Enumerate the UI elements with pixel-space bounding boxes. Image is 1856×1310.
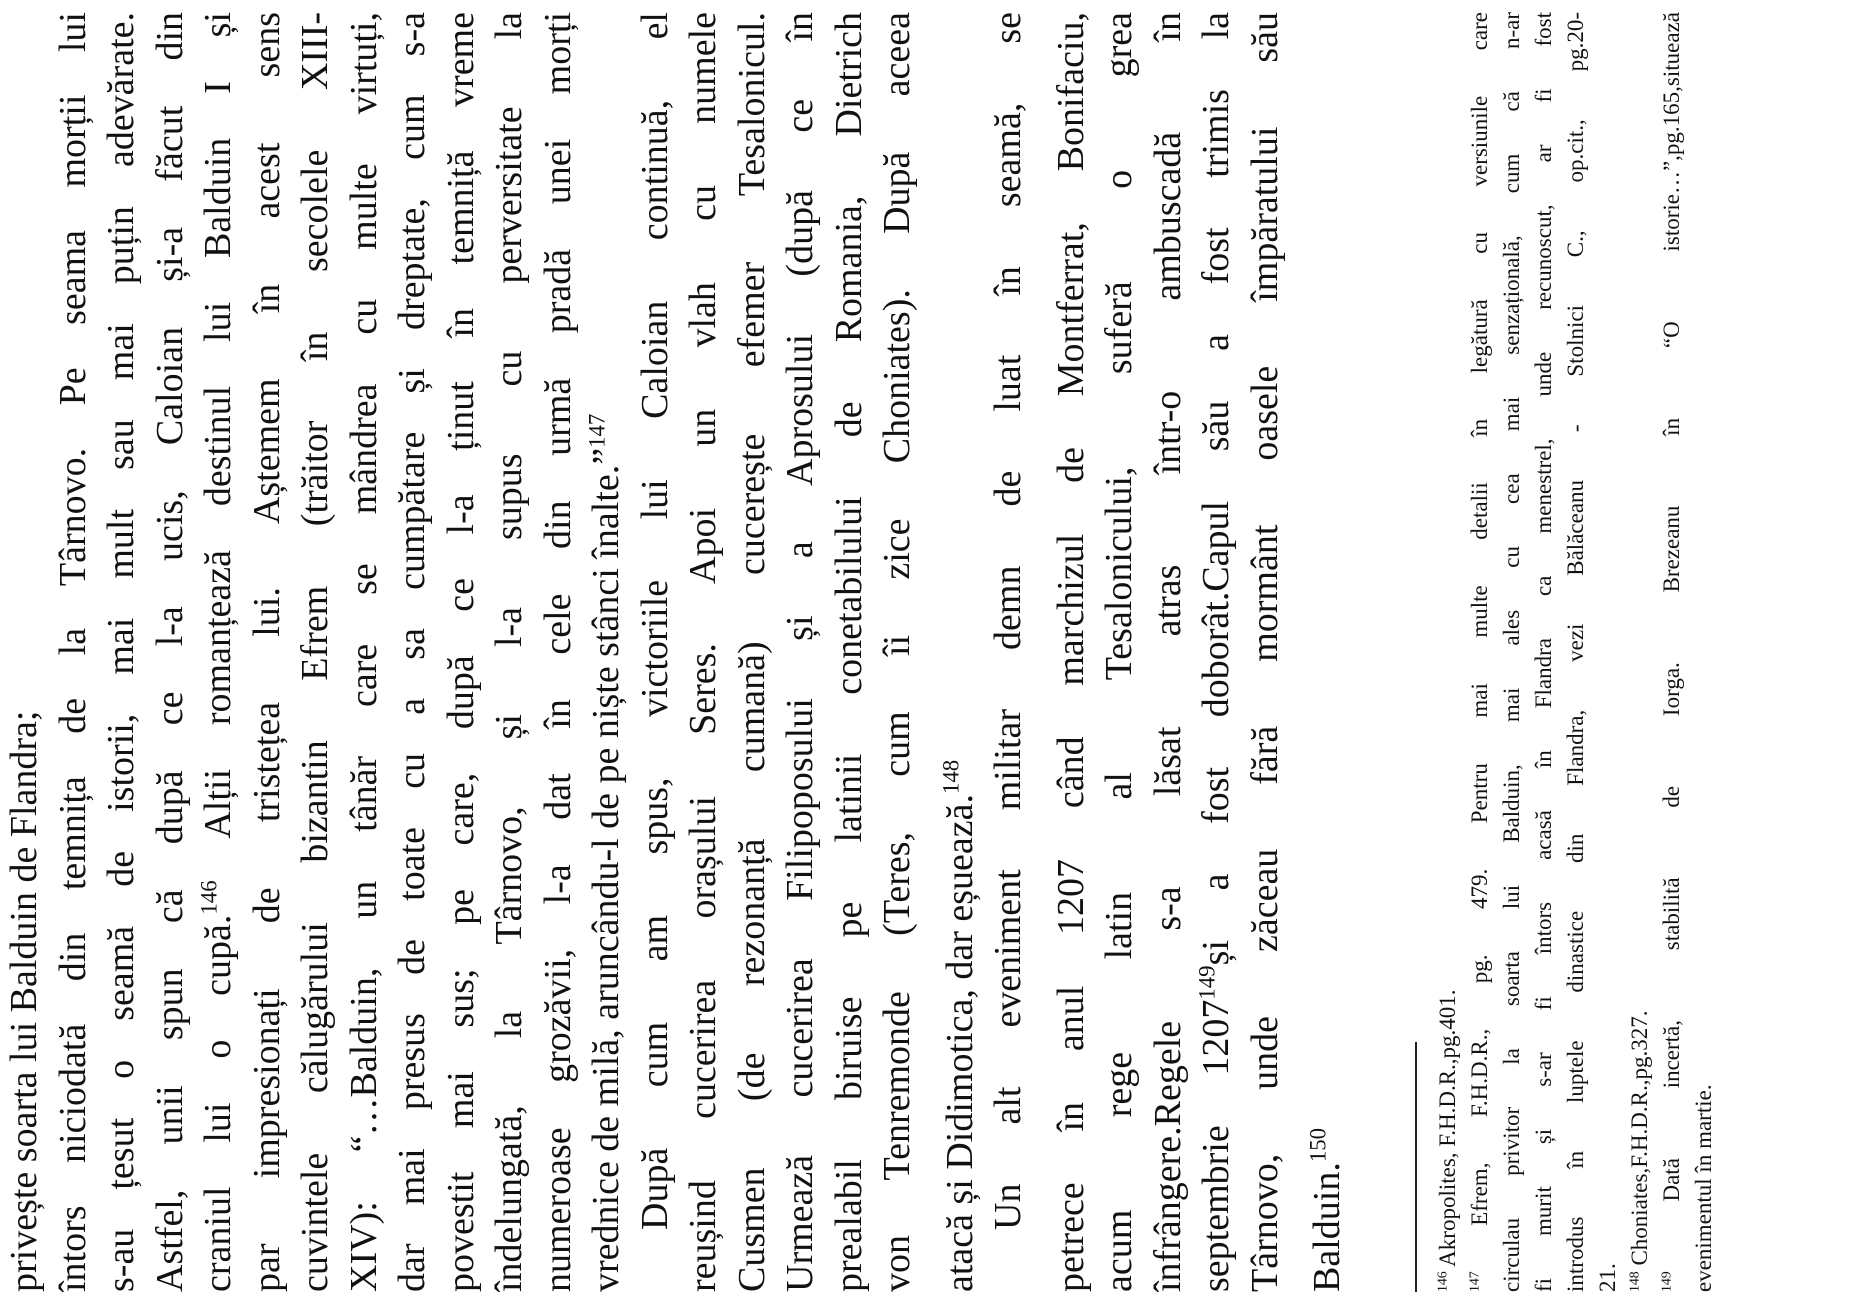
body-line-text: privește soarta lui Balduin de Flandra; [3,710,45,1292]
body-line [146,12,195,1292]
footnote-line [1624,12,1656,1292]
body-line [437,12,486,1292]
body-line-text: povestit mai sus; pe care, după ce l-a ținut în temniță vreme [439,12,482,1292]
footnote-line [1688,12,1720,1292]
footnote-ref: 147 [584,413,610,448]
body-line-text: Urmează cucerirea Filipoposului și a Aprosului (după ce în [779,12,821,1292]
body-line-text: întors niciodată din temnița de la Târnovo. Pe seama morții lui [51,12,94,1292]
footnote-text: 21. [1595,1263,1620,1292]
body-line [534,12,583,1292]
body-line-text-after: și a fost doborât.Capul său a fost trimis la [1195,12,1237,966]
footnote-text: evenimentul în martie. [1691,1084,1716,1292]
body-line-text: Târnovo, unde zăceau fără mormânt oasele împăratului său [1243,12,1286,1292]
footnote-ref: 146 [196,880,222,915]
body-line [936,12,985,1292]
body-line [582,12,631,1292]
footnote-text: introdus în luptele dinastice din Flandra, vezi Bălăceanu - Stolnici C., op.cit., pg.20- [1563,12,1588,1292]
body-line [1144,12,1193,1292]
body-line [1303,12,1352,1292]
body-line [1241,12,1290,1292]
body-line-text: prealabil biruise pe latinii conetabilului de Romania, Dietrich [827,12,870,1292]
body-line [825,12,874,1292]
body-line-text: Balduin. [1306,1162,1348,1292]
footnote-number: 148 [1626,1271,1642,1292]
footnote-ref: 149 [1194,965,1220,1000]
body-line [485,12,534,1292]
body-line-text: numeroase grozăvii, l-a dat în cele din urmă pradă unei morți [536,12,579,1292]
body-line [97,12,146,1292]
footnote-ref: 150 [1305,1127,1331,1163]
body-line-text: craniul lui o cupă. [197,914,239,1292]
body-line-text: Un alt eveniment militar demn de luat în seamă, se [987,12,1029,1230]
body-line [49,12,98,1292]
body-line-text: vrednice de milă, aruncându-l de pe niște stânci înalte.” [585,447,627,1292]
footnote-line [1464,12,1496,1292]
body-line-text: înfrângere.Regele s-a lăsat atras într-o ambuscadă în [1146,12,1189,1292]
body-line-text: par impresionați de tristețea lui. Aștemem în acest sens [245,12,288,1292]
body-line [291,12,340,1292]
footnote-text: Akropolites, F.H.D.R.,pg.401. [1435,989,1460,1272]
footnote-number: 149 [1658,1271,1674,1292]
body-line-text: s-au țesut o seamă de istorii, mai mult sau mai puțin adevărate. [100,12,142,1292]
body-line [728,12,777,1292]
body-line [340,12,389,1292]
body-line-text: petrece în anul 1207 când marchizul de Montferrat, Bonifaciu, [1049,12,1092,1292]
body-line-text: dar mai presus de toate cu a sa cumpătare și dreptate, cum s-a [391,12,433,1292]
body-line-text: Astfel, unii spun că după ce l-a ucis, Caloian și-a făcut din [148,12,191,1292]
footnote-text: Efrem, F.H.D.R., pg. 479. Pentru mai multe detalii în legătură cu versiunile care [1467,12,1492,1272]
footnote-line [1656,12,1688,1292]
body-line-text-after: Alții romanțează destinul lui Balduin I și [197,12,239,881]
footnotes [1432,12,1720,1292]
body-line-text: XIV): “…Balduin, un tânăr care se mândrea cu multe virtuți, [342,12,385,1292]
body-line-text: cuvintele călugărului bizantin Efrem (trăitor în secolele XIII- [294,12,336,1292]
body-line [873,12,922,1292]
body-line [194,12,243,1292]
footnote-text: Dată incertă, stabilită de Iorga. Brezeanu în “O istorie…”,pg.165,situează [1659,12,1684,1272]
footnote-text: Choniates,F.H.D.R.,pg.327. [1627,1010,1652,1272]
footnote-text: circulau privitor la soarta lui Balduin, mai ales cu cea mai senzațională, cum că n-ar [1499,12,1524,1292]
body-line [631,12,680,1292]
body-line-text: septembrie 1207 [1195,999,1237,1292]
body-line-text: După cum am spus, victoriile lui Caloian continuă, el [633,12,676,1230]
footnote-number: 146 [1434,1271,1450,1292]
body-line [0,12,49,1292]
body-line-text: acum rege latin al Tesalonicului, suferă o grea [1098,12,1140,1292]
footnote-line [1432,12,1464,1292]
main-text [0,12,1352,1292]
body-line-text: reușind cucerirea orașului Seres. Apoi un vlah cu numele [682,12,724,1292]
footnote-number: 147 [1466,1271,1482,1292]
body-line [243,12,292,1292]
body-line-text: atacă și Didimotica, dar eșuează. [938,794,981,1292]
footnote-ref: 148 [937,759,963,795]
body-line [388,12,437,1292]
body-line [1192,12,1241,1292]
footnote-line [1528,12,1560,1292]
body-line [1047,12,1096,1292]
body-line-text: Cusmen (de rezonanță cumană) cucerește efemer Tesalonicul. [730,12,773,1292]
body-line [984,12,1033,1292]
footnote-line [1592,12,1624,1292]
body-line-text: îndelungată, la Târnovo, și l-a supus cu perversitate la [488,12,530,1292]
body-line [679,12,728,1292]
footnote-line [1560,12,1592,1292]
footnote-text: fi murit și s-ar fi întors acasă în Flandra ca menestrel, unde recunoscut, ar fi fost [1531,12,1556,1292]
footnote-separator [1415,1042,1417,1292]
body-line [1095,12,1144,1292]
footnote-line [1496,12,1528,1292]
body-line [776,12,825,1292]
body-line-text: von Tenremonde (Teres, cum îi zice Choniates). După aceea [876,12,918,1292]
